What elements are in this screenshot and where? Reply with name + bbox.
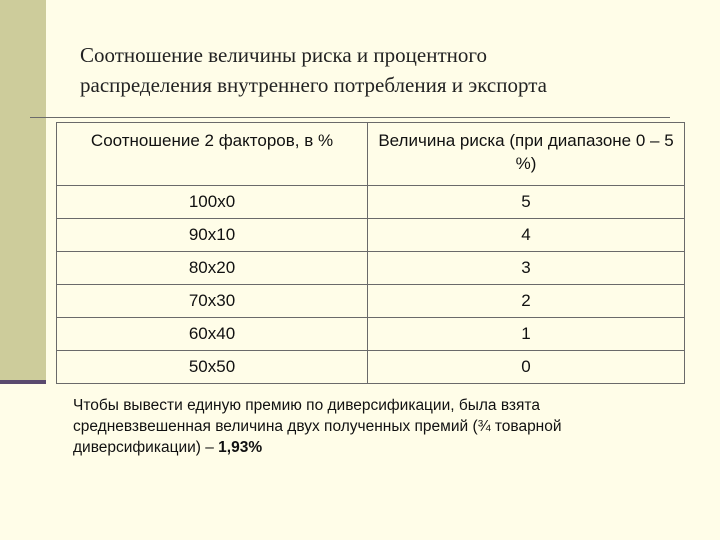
title-line-1: Соотношение величины риска и процентного bbox=[80, 43, 487, 67]
side-decor-bar bbox=[0, 0, 46, 383]
table-header-row bbox=[57, 123, 685, 186]
cell-ratio: 70х30 bbox=[57, 285, 368, 318]
footnote-highlight: 1,93% bbox=[218, 439, 263, 456]
cell-ratio: 60х40 bbox=[57, 318, 368, 351]
cell-risk: 2 bbox=[368, 285, 685, 318]
footnote-text: Чтобы вывести единую премию по диверсификации, была взята средневзвешенная величина двух полученных премий (¾ товарной диверсификации) – bbox=[73, 397, 562, 456]
table-row bbox=[57, 318, 685, 351]
cell-risk: 4 bbox=[368, 219, 685, 252]
slide-title bbox=[80, 40, 680, 100]
cell-ratio: 50х50 bbox=[57, 351, 368, 384]
cell-risk: 0 bbox=[368, 351, 685, 384]
cell-ratio: 80х20 bbox=[57, 252, 368, 285]
footnote bbox=[73, 395, 673, 458]
side-accent-line bbox=[0, 380, 46, 384]
title-divider bbox=[30, 117, 670, 118]
header-factor-ratio: Соотношение 2 факторов, в % bbox=[57, 123, 368, 186]
table-row bbox=[57, 252, 685, 285]
table-row bbox=[57, 351, 685, 384]
risk-table bbox=[56, 122, 685, 384]
table-row bbox=[57, 285, 685, 318]
cell-ratio: 90х10 bbox=[57, 219, 368, 252]
header-risk-value: Величина риска (при диапазоне 0 – 5 %) bbox=[368, 123, 685, 186]
title-line-2: распределения внутреннего потребления и экспорта bbox=[80, 73, 547, 97]
table-row bbox=[57, 186, 685, 219]
cell-ratio: 100х0 bbox=[57, 186, 368, 219]
table-row bbox=[57, 219, 685, 252]
cell-risk: 3 bbox=[368, 252, 685, 285]
cell-risk: 5 bbox=[368, 186, 685, 219]
cell-risk: 1 bbox=[368, 318, 685, 351]
